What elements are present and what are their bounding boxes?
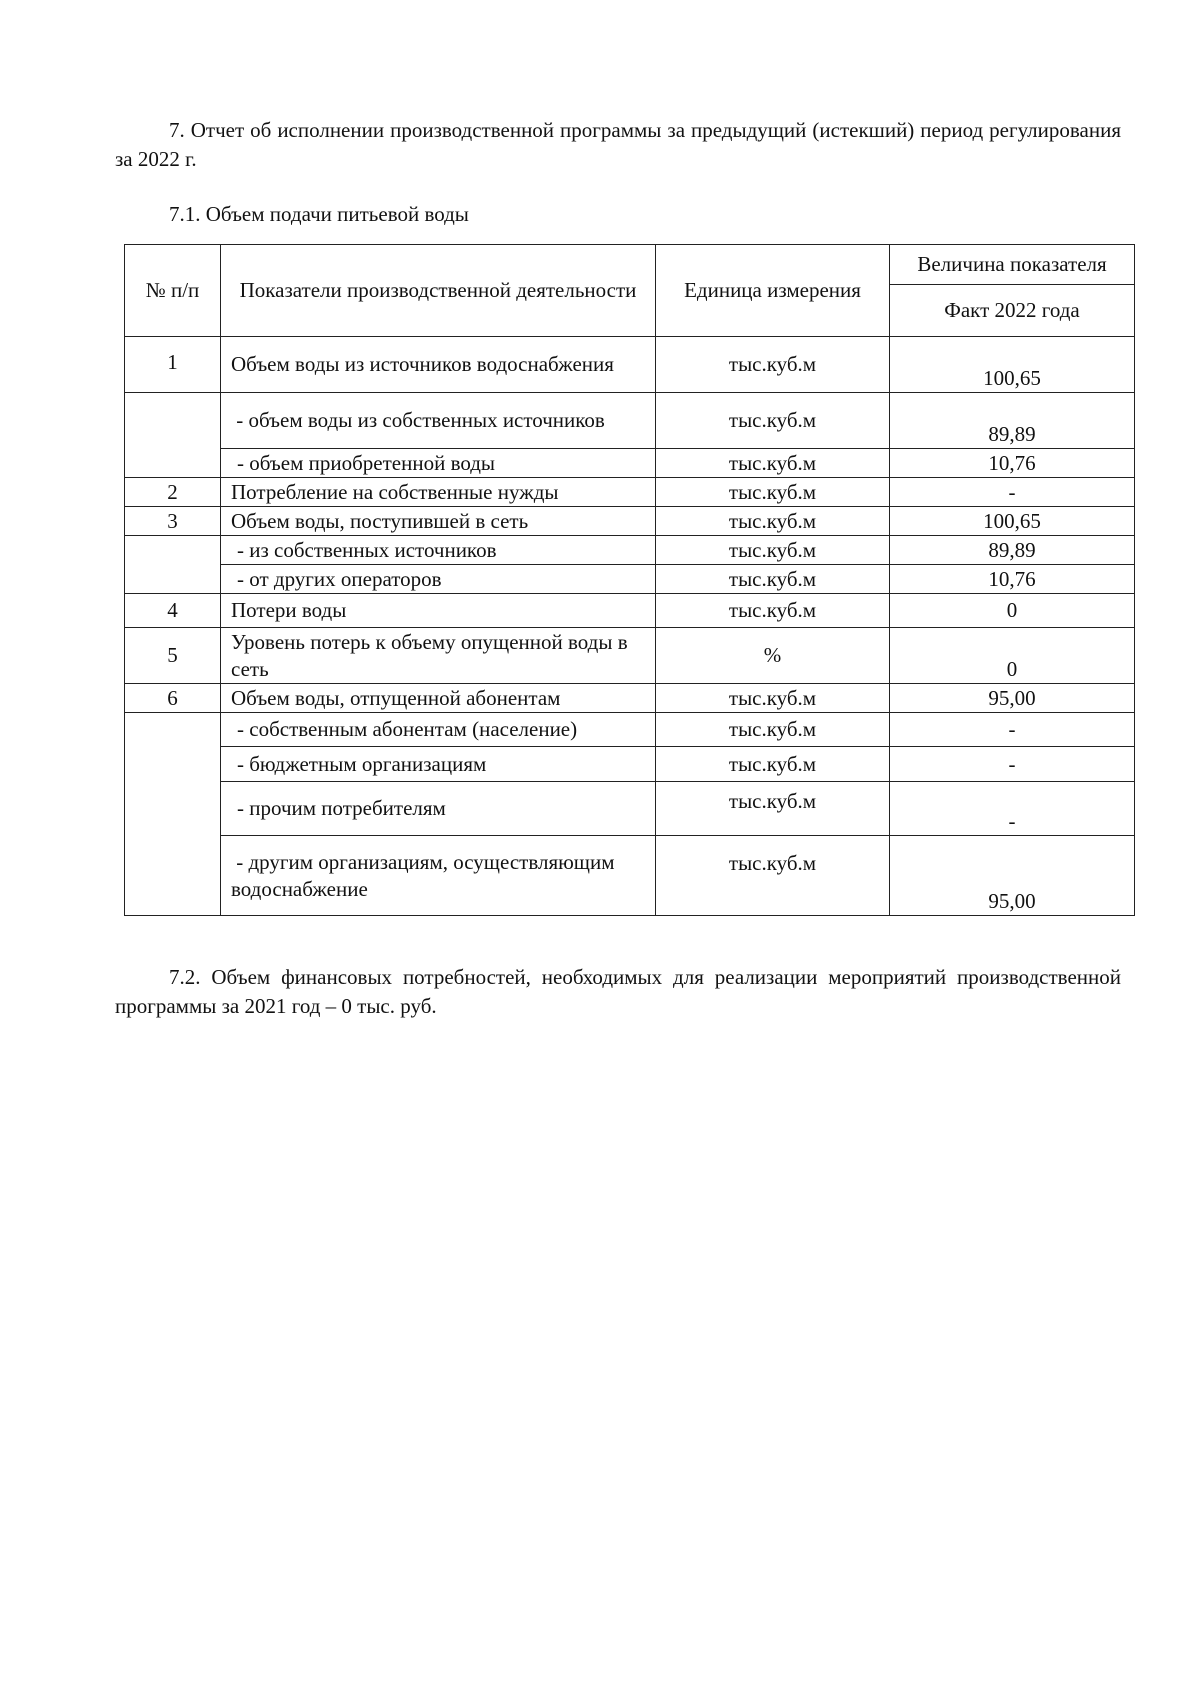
header-value-group: Величина показателя: [890, 245, 1135, 285]
row-value: -: [890, 747, 1135, 782]
row-unit: тыс.куб.м: [656, 836, 890, 916]
table-row: [125, 782, 1135, 836]
row-value: 10,76: [890, 449, 1135, 478]
table-row: [125, 565, 1135, 594]
row-value: 100,65: [890, 337, 1135, 393]
table-row: [125, 393, 1135, 449]
row-unit: тыс.куб.м: [656, 594, 890, 628]
water-supply-table: [124, 244, 1135, 916]
row-name: Объем воды из источников водоснабжения: [221, 337, 656, 393]
row-num: 6: [125, 684, 221, 713]
row-unit: %: [656, 628, 890, 684]
row-unit: тыс.куб.м: [656, 507, 890, 536]
row-value: 100,65: [890, 507, 1135, 536]
table-row: [125, 628, 1135, 684]
row-unit: тыс.куб.м: [656, 536, 890, 565]
row-name-text: - объем воды из собственных источников: [236, 408, 605, 432]
table-row: [125, 594, 1135, 628]
row-unit: тыс.куб.м: [656, 747, 890, 782]
row-value: -: [890, 713, 1135, 747]
row-unit: тыс.куб.м: [656, 337, 890, 393]
row-value: 89,89: [890, 393, 1135, 449]
row-name: Объем воды, поступившей в сеть: [221, 507, 656, 536]
row-name: - собственным абонентам (население): [221, 713, 656, 747]
row-name: Потери воды: [221, 594, 656, 628]
row-num: [125, 536, 221, 594]
row-name: - бюджетным организациям: [221, 747, 656, 782]
table-row: [125, 747, 1135, 782]
row-value: 95,00: [890, 684, 1135, 713]
table-row: [125, 713, 1135, 747]
table-row: [125, 337, 1135, 393]
row-value: 95,00: [890, 836, 1135, 916]
row-num: [125, 713, 221, 916]
table-header-row: [125, 245, 1135, 285]
row-value: 89,89: [890, 536, 1135, 565]
row-name: Объем воды, отпущенной абонентам: [221, 684, 656, 713]
table-row: [125, 536, 1135, 565]
row-name: [221, 836, 656, 916]
row-num: 5: [125, 628, 221, 684]
row-unit: тыс.куб.м: [656, 565, 890, 594]
table-row: [125, 684, 1135, 713]
row-name: - из собственных источников: [221, 536, 656, 565]
table-row: [125, 836, 1135, 916]
row-name: [221, 393, 656, 449]
row-unit: тыс.куб.м: [656, 713, 890, 747]
header-num: № п/п: [125, 245, 221, 337]
section-7-heading: 7. Отчет об исполнении производственной программы за предыдущий (истекший) период регулирования за 2022 г.: [115, 118, 1121, 171]
header-unit: Единица измерения: [656, 245, 890, 337]
row-value: -: [890, 782, 1135, 836]
row-name: - прочим потребителям: [221, 782, 656, 836]
row-value: -: [890, 478, 1135, 507]
row-name: - от других операторов: [221, 565, 656, 594]
row-name: - объем приобретенной воды: [221, 449, 656, 478]
row-unit: тыс.куб.м: [656, 684, 890, 713]
row-unit: тыс.куб.м: [656, 478, 890, 507]
row-num: 4: [125, 594, 221, 628]
row-name-text: - другим организациям, осуществляющим водоснабжение: [231, 849, 615, 901]
header-indicator: Показатели производственной деятельности: [221, 245, 656, 337]
row-num: [125, 393, 221, 478]
table-row: [125, 478, 1135, 507]
row-value: 0: [890, 628, 1135, 684]
header-fact-2022: Факт 2022 года: [890, 285, 1135, 337]
row-num: 2: [125, 478, 221, 507]
row-name: Уровень потерь к объему опущенной воды в сеть: [221, 628, 656, 684]
table-row: [125, 449, 1135, 478]
section-7-2-text: 7.2. Объем финансовых потребностей, необходимых для реализации мероприятий производственной программы за 2021 год – 0 тыс. руб.: [115, 965, 1121, 1018]
table-row: [125, 507, 1135, 536]
row-name: Потребление на собственные нужды: [221, 478, 656, 507]
section-7-1-heading: 7.1. Объем подачи питьевой воды: [169, 202, 469, 226]
row-num: 3: [125, 507, 221, 536]
row-num: 1: [125, 337, 221, 393]
row-value: 10,76: [890, 565, 1135, 594]
row-value: 0: [890, 594, 1135, 628]
row-unit: тыс.куб.м: [656, 782, 890, 836]
row-unit: тыс.куб.м: [656, 393, 890, 449]
row-unit: тыс.куб.м: [656, 449, 890, 478]
